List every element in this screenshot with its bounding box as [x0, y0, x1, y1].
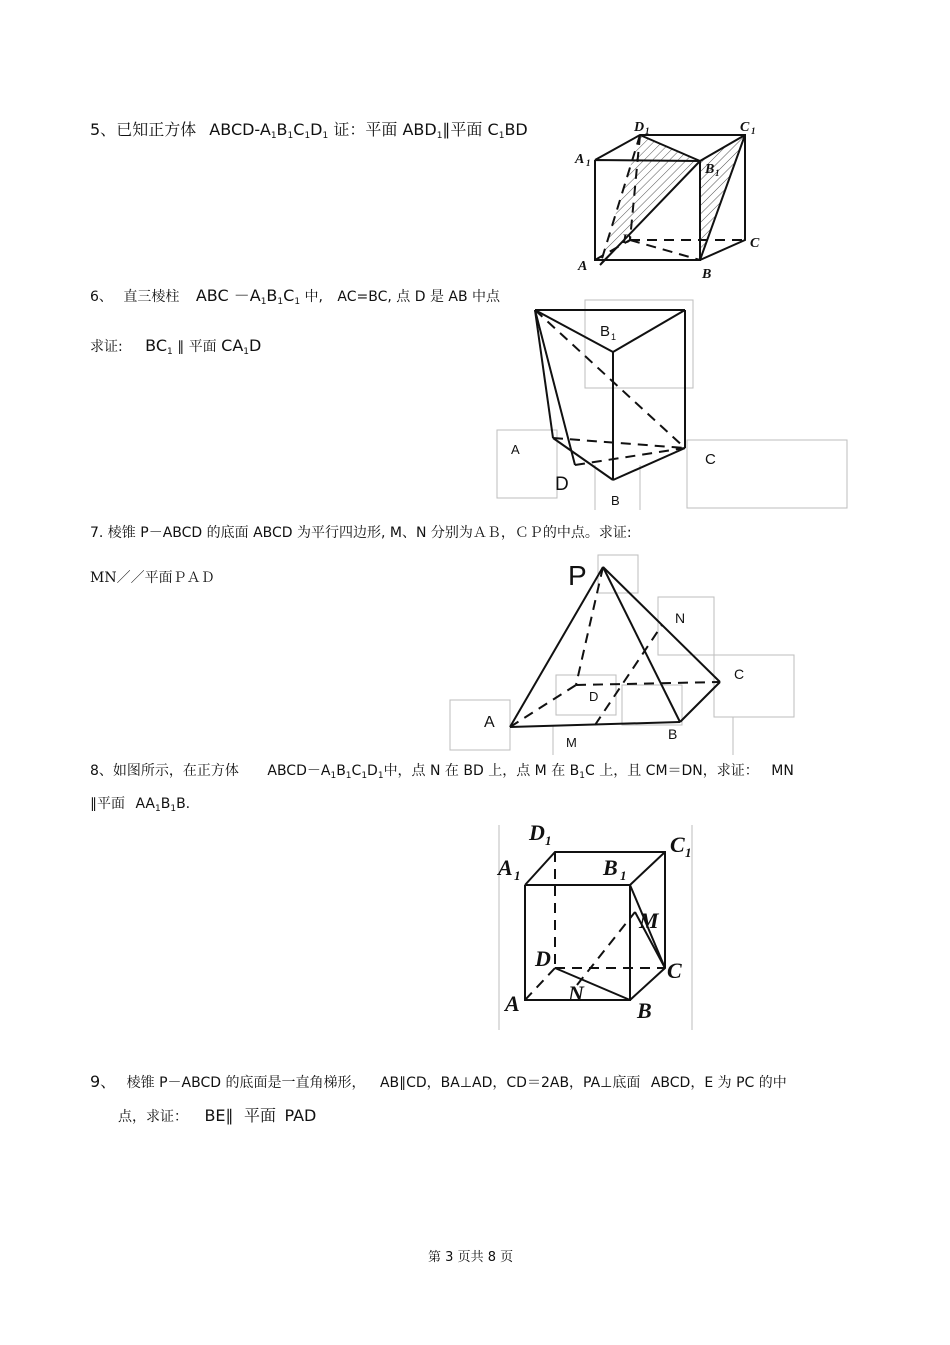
- svg-text:1: 1: [514, 868, 521, 883]
- svg-text:1: 1: [715, 168, 720, 178]
- page-footer: 第 3 页共 8 页: [428, 1250, 514, 1265]
- label-M: M: [639, 908, 659, 933]
- label-D1: D: [634, 120, 645, 135]
- label-A: A: [511, 442, 520, 457]
- problem-8-line2: ∥平面 $AA_1B_1B$.: [90, 796, 191, 814]
- label-B: B: [668, 726, 678, 742]
- label-B1: B: [600, 323, 611, 340]
- svg-text:1: 1: [545, 833, 552, 848]
- problem-7-text: 7. 棱锥 P－ABCD 的底面 ABCD 为平行四边形, M、N 分别为ＡＢ，ＣＰ的中点。求证:: [90, 525, 632, 541]
- figure-5-cube: [570, 115, 770, 285]
- figure-7-pyramid: [448, 555, 808, 755]
- svg-text:1: 1: [685, 845, 692, 860]
- page-number: 3: [445, 1250, 454, 1265]
- label-D: D: [622, 231, 632, 246]
- problem-6-prove: 求证: $BC_1$ ∥ 平面 $CA_1D$: [90, 336, 262, 357]
- label-C: C: [750, 236, 760, 251]
- problem-number: 5、: [90, 120, 117, 139]
- figure-8-cube: [495, 820, 705, 1035]
- label-B1: B: [705, 162, 715, 177]
- label-D: D: [535, 946, 551, 971]
- label-A1: A: [498, 855, 513, 880]
- label-B: B: [611, 493, 620, 508]
- label-D: D: [589, 689, 599, 704]
- problem-5: 5、已知正方体 ABCD-$A_1B_1C_1D_1$ 证：平面 $ABD_1\parallel$平面 $C_1BD$: [90, 120, 528, 141]
- figure-6-prism: [495, 300, 855, 515]
- label-P: P: [568, 560, 587, 591]
- svg-text:1: 1: [586, 158, 591, 168]
- label-N: N: [675, 610, 686, 626]
- problem-9: 9、 棱锥 P－ABCD 的底面是一直角梯形， AB∥CD，BA⊥AD，CD＝2AB，PA⊥底面 ABCD，E 为 PC 的中: [90, 1072, 787, 1091]
- label-D: D: [555, 474, 569, 495]
- problem-8: 8、如图所示，在正方体 $ABCD-A_1B_1C_1D_1$中，点 N 在 BD 上，点 M 在 $B_1C$ 上，且 CM＝DN，求证： MN: [90, 763, 794, 781]
- svg-text:1: 1: [611, 332, 617, 342]
- label-M: M: [566, 735, 577, 750]
- label-N: N: [568, 981, 584, 1006]
- label-A: A: [578, 259, 588, 274]
- label-C: C: [734, 666, 745, 682]
- label-A1: A: [575, 152, 585, 167]
- label-A: A: [505, 991, 520, 1016]
- problem-6: 6、 直三棱柱 ABC $-A_1B_1C_1$ 中, AC=BC, 点 D 是 AB 中点: [90, 286, 501, 307]
- svg-text:1: 1: [751, 126, 756, 136]
- label-C1: C: [740, 120, 750, 135]
- problem-7-prove: MN／／平面ＰＡＤ: [90, 570, 215, 586]
- page-total: 8: [487, 1250, 497, 1265]
- svg-text:1: 1: [620, 868, 627, 883]
- label-A: A: [484, 714, 495, 731]
- problem-number: 6、: [90, 289, 113, 305]
- label-C1: C: [670, 832, 685, 857]
- label-C: C: [705, 451, 716, 468]
- problem-7: [90, 524, 632, 542]
- problem-9-line2: 点，求证： BE∥ 平面 PAD: [118, 1106, 317, 1125]
- label-B: B: [637, 998, 652, 1023]
- label-B1: B: [603, 855, 618, 880]
- label-C: C: [667, 958, 682, 983]
- label-B: B: [702, 267, 712, 282]
- label-D1: D: [529, 820, 545, 845]
- problem-number: 9、: [90, 1072, 117, 1091]
- svg-text:1: 1: [645, 126, 650, 136]
